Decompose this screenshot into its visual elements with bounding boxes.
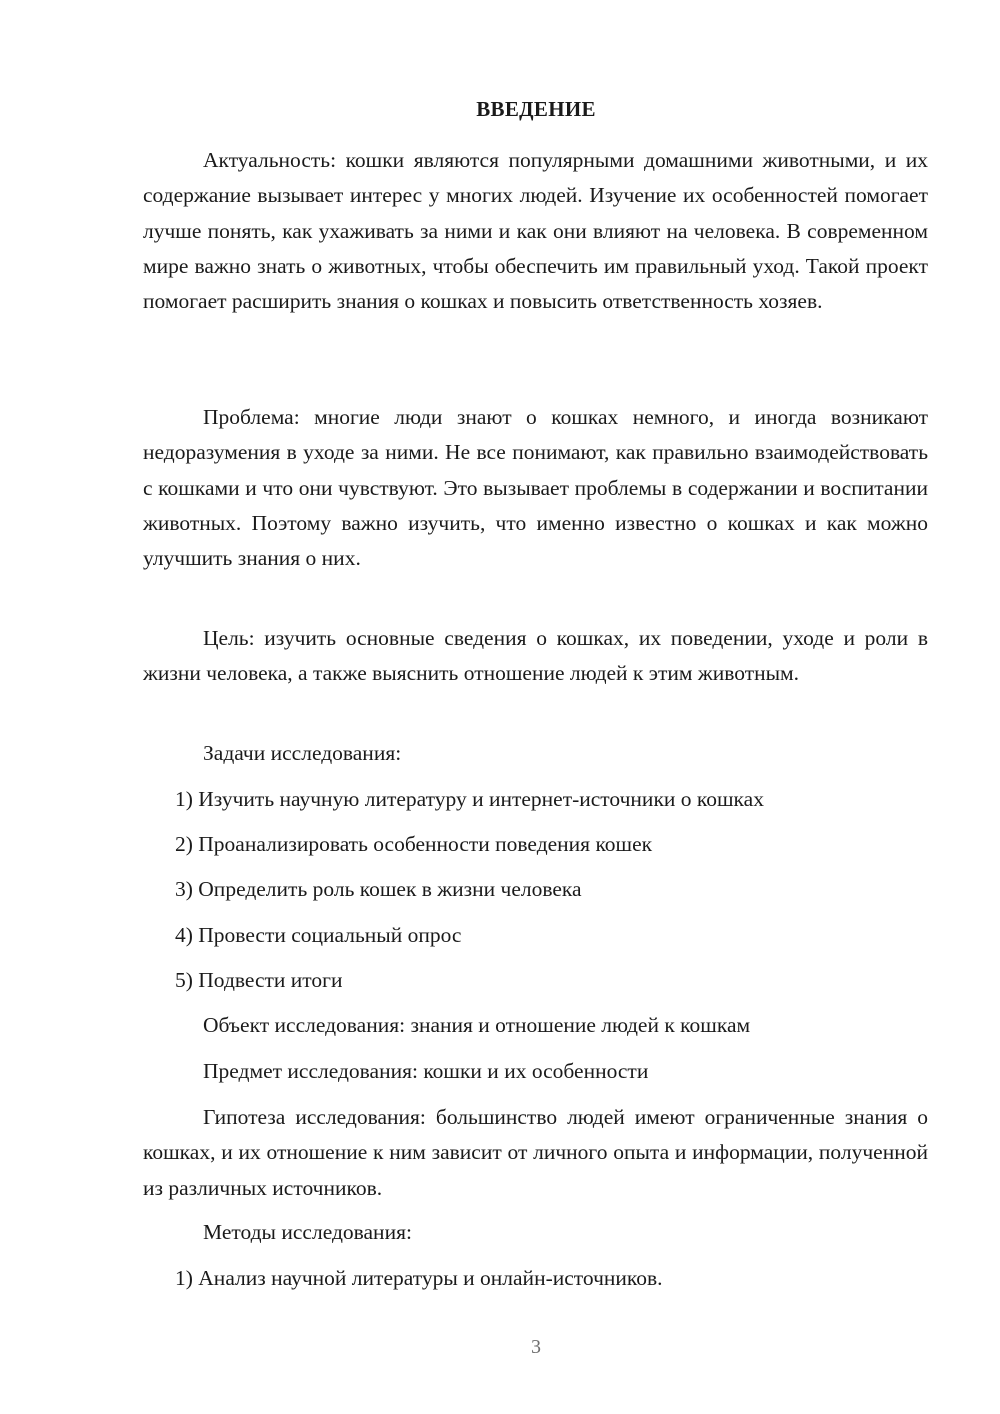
task-item: 4) Провести социальный опрос: [175, 923, 462, 947]
task-item: 2) Проанализировать особенности поведения кошек: [175, 832, 653, 856]
relevance-paragraph: Актуальность: кошки являются популярными домашними животными, и их содержание вызывает интерес у многих людей. Изучение их особенностей помогает лучше понять, как ухаживать за ними и как они влияют на человека. В современном мире важно знать о животных, чтобы обеспечить им правильный уход. Такой проект помогает расширить знания о кошках и повысить ответственность хозяев.: [143, 148, 928, 314]
task-item: 5) Подвести итоги: [175, 968, 343, 992]
goal-paragraph: Цель: изучить основные сведения о кошках, их поведении, уходе и роли в жизни человека, а также выяснить отношение людей к этим животным.: [143, 626, 928, 686]
page-number: 3: [531, 1336, 541, 1358]
task-item: 3) Определить роль кошек в жизни человека: [175, 877, 582, 901]
hypothesis-paragraph: Гипотеза исследования: большинство людей имеют ограниченные знания о кошках, и их отношение к ним зависит от личного опыта и информации, полученной из различных источников.: [143, 1105, 928, 1200]
section-heading: ВВЕДЕНИЕ: [476, 97, 596, 121]
methods-heading: Методы исследования:: [203, 1220, 412, 1244]
method-item: 1) Анализ научной литературы и онлайн-источников.: [175, 1266, 663, 1290]
task-item: 1) Изучить научную литературу и интернет-источники о кошках: [175, 787, 764, 811]
research-object: Объект исследования: знания и отношение людей к кошкам: [203, 1013, 751, 1037]
problem-paragraph: Проблема: многие люди знают о кошках немного, и иногда возникают недоразумения в уходе за ними. Не все понимают, как правильно взаимодействовать с кошками и что они чувствуют. Это вызывает проблемы в содержании и воспитании животных. Поэтому важно изучить, что именно известно о кошках и как можно улучшить знания о них.: [143, 405, 928, 571]
tasks-heading: Задачи исследования:: [203, 741, 402, 765]
research-subject: Предмет исследования: кошки и их особенности: [203, 1059, 649, 1083]
